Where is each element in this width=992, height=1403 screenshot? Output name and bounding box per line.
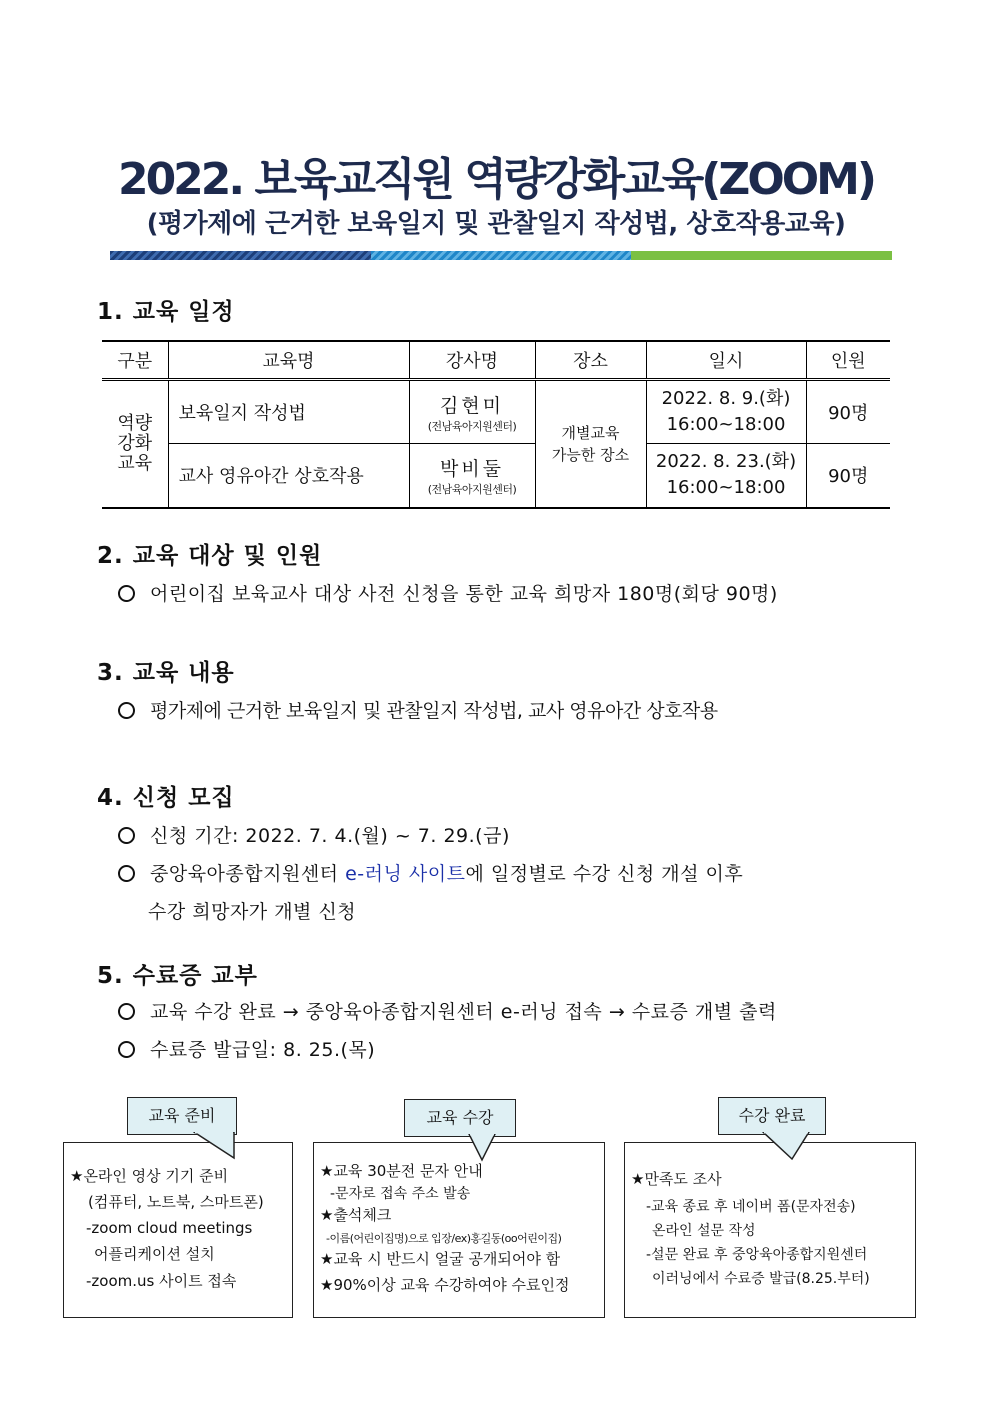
table-header-row bbox=[102, 341, 890, 380]
application-method-continued: 수강 희망자가 개별 신청 bbox=[148, 901, 357, 923]
circle-bullet-icon bbox=[118, 827, 135, 844]
schedule-table bbox=[102, 340, 890, 509]
course-name: 교사 영유아간 상호작용 bbox=[168, 444, 409, 508]
application-method bbox=[150, 859, 743, 886]
column-header: 일시 bbox=[646, 341, 806, 380]
datetime-cell bbox=[646, 380, 806, 444]
circle-bullet-icon bbox=[118, 1041, 135, 1058]
page-subtitle: (평가제에 근거한 보육일지 및 관찰일지 작성법, 상호작용교육) bbox=[146, 209, 846, 239]
step-line: -이름(어린이집명)으로 입장/ex)홍길동(oo어린이집) bbox=[326, 1232, 562, 1245]
divider-segment-blue bbox=[371, 251, 632, 260]
category-label: 역량 강화 교육 bbox=[117, 412, 153, 474]
section-heading-target: 2. 교육 대상 및 인원 bbox=[97, 543, 323, 569]
elearning-site-link[interactable]: e-러닝 사이트 bbox=[345, 863, 466, 885]
table-row bbox=[102, 380, 890, 444]
lecturer-cell bbox=[409, 444, 535, 508]
lecturer-org: (전남육아지원센터) bbox=[427, 482, 517, 496]
target-text: 어린이집 보육교사 대상 사전 신청을 통한 교육 희망자 180명(회당 90명) bbox=[150, 583, 778, 605]
application-period: 신청 기간: 2022. 7. 4.(월) ~ 7. 29.(금) bbox=[150, 825, 510, 847]
divider-segment-navy bbox=[110, 251, 371, 260]
certificate-date: 수료증 발급일: 8. 25.(목) bbox=[150, 1039, 376, 1061]
certificate-process: 교육 수강 완료 → 중앙육아종합지원센터 e-러닝 접속 → 수료증 개별 출력 bbox=[150, 1001, 777, 1023]
step-line: -교육 종료 후 네이버 폼(문자전송) bbox=[646, 1199, 856, 1215]
circle-bullet-icon bbox=[118, 702, 135, 719]
session-time: 16:00~18:00 bbox=[666, 477, 786, 499]
column-header: 강사명 bbox=[409, 341, 535, 380]
lecturer-name: 김현미 bbox=[439, 394, 505, 417]
callout-tail-icon bbox=[762, 1132, 810, 1162]
step-line: 어플리케이션 설치 bbox=[94, 1245, 215, 1263]
table-row bbox=[102, 444, 890, 508]
circle-bullet-icon bbox=[118, 865, 135, 882]
page-title: 2022. 보육교직원 역량강화교육(ZOOM) bbox=[117, 154, 875, 205]
step-line: 온라인 설문 작성 bbox=[652, 1223, 756, 1239]
place-label: 개별교육 가능한 장소 bbox=[551, 423, 630, 464]
column-header: 교육명 bbox=[168, 341, 409, 380]
step-line: -zoom cloud meetings bbox=[86, 1219, 253, 1237]
column-header: 인원 bbox=[806, 341, 890, 380]
step-label-attendance: 교육 수강 bbox=[404, 1099, 516, 1137]
title-divider bbox=[110, 251, 892, 260]
circle-bullet-icon bbox=[118, 585, 135, 602]
circle-bullet-icon bbox=[118, 1003, 135, 1020]
datetime-cell bbox=[646, 444, 806, 508]
headcount-cell: 90명 bbox=[806, 380, 890, 444]
category-cell bbox=[102, 380, 168, 508]
session-date: 2022. 8. 23.(화) bbox=[655, 451, 797, 473]
step-line: ★온라인 영상 기기 준비 bbox=[70, 1167, 229, 1185]
divider-segment-green bbox=[631, 251, 892, 260]
lecturer-name: 박비둘 bbox=[439, 457, 505, 480]
course-name: 보육일지 작성법 bbox=[168, 380, 409, 444]
lecturer-org: (전남육아지원센터) bbox=[427, 419, 517, 433]
application-method-pre: 중앙육아종합지원센터 bbox=[150, 863, 346, 885]
step-line: ★교육 시 반드시 얼굴 공개되어야 함 bbox=[320, 1250, 561, 1268]
application-method-post: 에 일정별로 수강 신청 개설 이후 bbox=[465, 863, 744, 885]
lecturer-cell bbox=[409, 380, 535, 444]
step-line: -zoom.us 사이트 접속 bbox=[86, 1272, 237, 1290]
step-line: ★교육 30분전 문자 안내 bbox=[320, 1162, 483, 1180]
column-header: 구분 bbox=[102, 341, 168, 380]
headcount-cell: 90명 bbox=[806, 444, 890, 508]
place-cell bbox=[535, 380, 646, 508]
section-heading-content: 3. 교육 내용 bbox=[97, 660, 235, 686]
step-line: ★만족도 조사 bbox=[631, 1170, 722, 1188]
session-time: 16:00~18:00 bbox=[666, 414, 786, 435]
step-label-completion: 수강 완료 bbox=[718, 1097, 826, 1135]
step-line: ★출석체크 bbox=[320, 1206, 392, 1224]
step-label-preparation: 교육 준비 bbox=[127, 1097, 237, 1135]
step-line: 이러닝에서 수료증 발급(8.25.부터) bbox=[652, 1271, 870, 1287]
session-date: 2022. 8. 9.(화) bbox=[661, 388, 791, 409]
step-line: ★90%이상 교육 수강하여야 수료인정 bbox=[320, 1276, 570, 1294]
step-line: (컴퓨터, 노트북, 스마트폰) bbox=[88, 1193, 264, 1211]
section-heading-certificate: 5. 수료증 교부 bbox=[97, 963, 258, 989]
step-line: -설문 완료 후 중앙육아종합지원센터 bbox=[646, 1247, 868, 1263]
section-heading-schedule: 1. 교육 일정 bbox=[97, 299, 235, 325]
column-header: 장소 bbox=[535, 341, 646, 380]
content-text: 평가제에 근거한 보육일지 및 관찰일지 작성법, 교사 영유아간 상호작용 bbox=[150, 700, 718, 722]
callout-tail-icon bbox=[193, 1132, 235, 1162]
step-line: -문자로 접속 주소 발송 bbox=[330, 1186, 471, 1202]
section-heading-application: 4. 신청 모집 bbox=[97, 785, 235, 811]
